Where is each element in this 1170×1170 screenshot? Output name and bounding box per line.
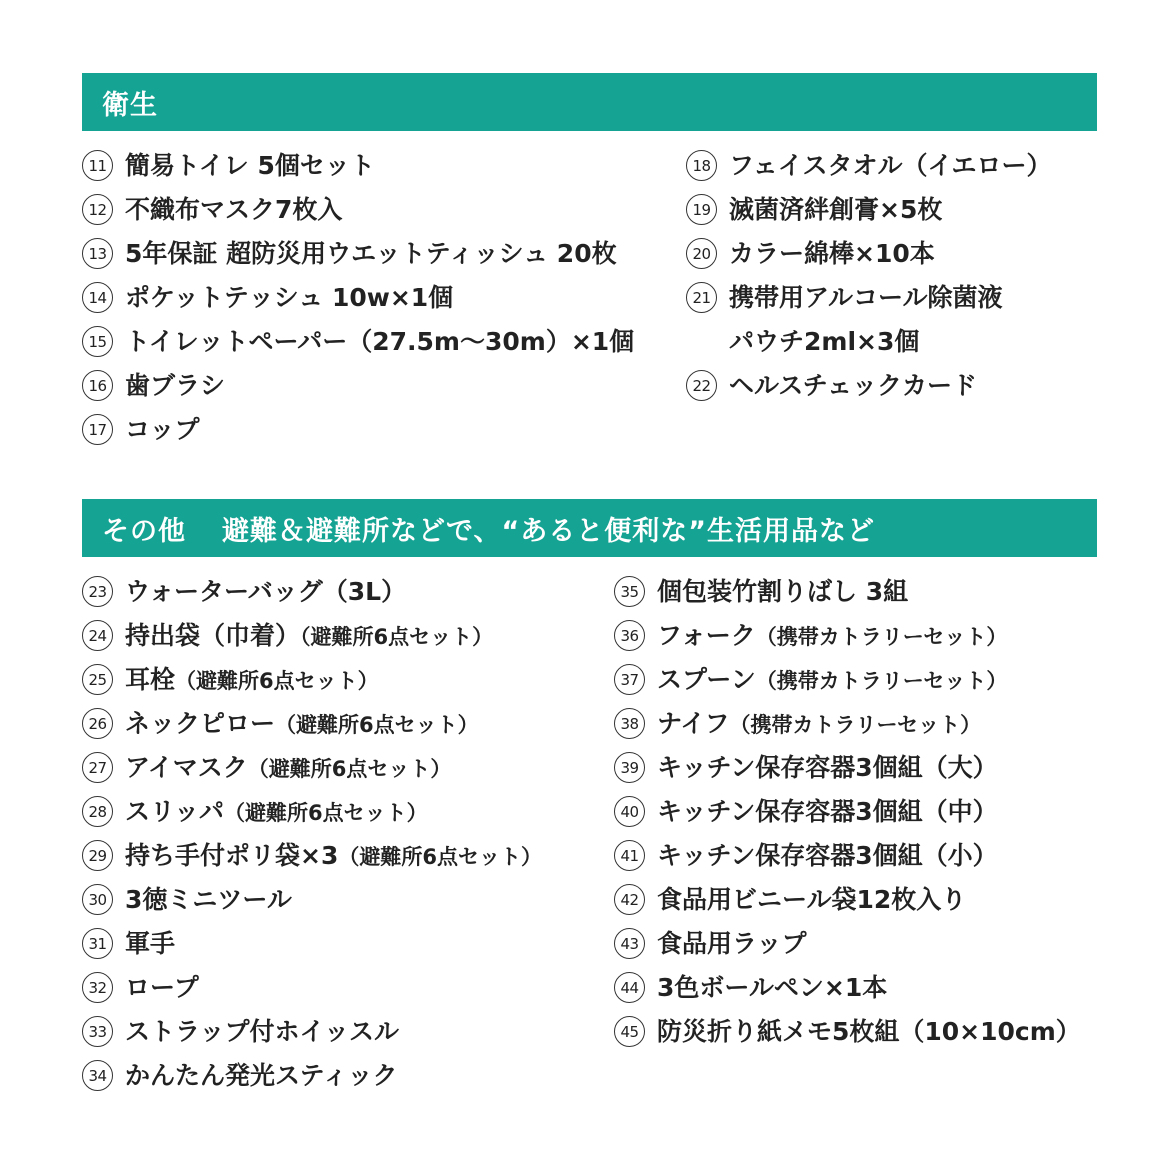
item-label: ナイフ [657, 709, 730, 738]
list-item [82, 926, 542, 970]
item-number-badge: 19 [686, 194, 717, 225]
item-text [125, 926, 175, 962]
item-number-badge: 12 [82, 194, 113, 225]
list-item [686, 280, 1052, 324]
item-text [657, 706, 981, 743]
list-item [614, 838, 1081, 882]
item-text [657, 882, 966, 918]
item-label: 耳栓 [125, 665, 176, 694]
list-item [686, 236, 1052, 280]
item-text [125, 148, 375, 184]
item-note: （避難所6点セット） [275, 713, 479, 737]
item-note: （携帯カトラリーセット） [729, 713, 982, 737]
list-item [614, 662, 1081, 706]
item-label: かんたん発光スティック [125, 1061, 398, 1090]
item-number-badge: 23 [82, 576, 113, 607]
list-item [614, 926, 1081, 970]
item-number-badge: 14 [82, 282, 113, 313]
item-text [657, 662, 1007, 699]
item-note: （携帯カトラリーセット） [755, 669, 1008, 693]
item-note: （避難所6点セット） [175, 669, 379, 693]
item-text [125, 574, 406, 610]
item-text [125, 706, 479, 743]
item-label: キッチン保存容器3個組（中） [657, 797, 998, 826]
item-label: ウォーターバッグ（3L） [125, 577, 407, 606]
item-label: 不織布マスク7枚入 [125, 195, 343, 224]
item-label: 簡易トイレ 5個セット [125, 151, 375, 180]
item-number-badge: 18 [686, 150, 717, 181]
item-label: 持出袋（巾着） [125, 621, 301, 650]
list-item [82, 882, 542, 926]
list-item [82, 970, 542, 1014]
list-item [82, 574, 542, 618]
item-number-badge: 31 [82, 928, 113, 959]
item-number-badge: 43 [614, 928, 645, 959]
item-label: 3徳ミニツール [125, 885, 292, 914]
item-number-badge: 33 [82, 1016, 113, 1047]
item-text [125, 368, 225, 404]
item-list-hygiene-left [82, 148, 634, 456]
list-item [82, 706, 542, 750]
item-number-badge: 30 [82, 884, 113, 915]
item-label: ヘルスチェックカード [729, 371, 978, 400]
item-note: （携帯カトラリーセット） [755, 625, 1008, 649]
list-item [614, 794, 1081, 838]
item-text [125, 882, 292, 918]
item-text [125, 794, 428, 831]
item-text [657, 970, 887, 1006]
item-label: カラー綿棒×10本 [729, 239, 935, 268]
item-label: アイマスク [125, 753, 248, 782]
item-number-badge: 27 [82, 752, 113, 783]
item-text [657, 618, 1007, 655]
list-item [614, 882, 1081, 926]
list-item [82, 236, 634, 280]
item-number-badge: 32 [82, 972, 113, 1003]
list-item [686, 368, 1052, 412]
item-number-badge: 38 [614, 708, 645, 739]
item-label: スリッパ [125, 797, 225, 826]
list-item [614, 574, 1081, 618]
list-item [82, 1014, 542, 1058]
section-header-hygiene [82, 73, 1097, 131]
item-number-badge: 11 [82, 150, 113, 181]
list-item [82, 1058, 542, 1102]
item-text [125, 970, 199, 1006]
item-label: 食品用ラップ [657, 929, 807, 958]
item-number-badge: 34 [82, 1060, 113, 1091]
list-item [614, 750, 1081, 794]
item-text [125, 1058, 398, 1094]
item-text [125, 192, 342, 228]
item-text [125, 618, 493, 655]
list-item [82, 324, 634, 368]
item-text [657, 926, 807, 962]
item-text [125, 324, 634, 360]
section-header-other [82, 499, 1097, 557]
item-label: キッチン保存容器3個組（小） [657, 841, 998, 870]
item-label: スプーン [657, 665, 756, 694]
item-number-badge: 21 [686, 282, 717, 313]
item-number-badge: 25 [82, 664, 113, 695]
item-label: フェイスタオル（イエロー） [729, 151, 1052, 180]
list-item [82, 280, 634, 324]
item-number-badge: 40 [614, 796, 645, 827]
list-item [614, 618, 1081, 662]
list-item [82, 618, 542, 662]
item-list-other-right [614, 574, 1081, 1058]
item-text [657, 794, 998, 830]
item-label: 歯ブラシ [125, 371, 226, 400]
item-label: ポケットテッシュ 10w×1個 [125, 283, 454, 312]
item-label: ストラップ付ホイッスル [125, 1017, 400, 1046]
item-label: 防災折り紙メモ5枚組（10×10cm） [657, 1017, 1081, 1046]
item-label: 3色ボールペン×1本 [657, 973, 888, 1002]
item-number-badge: 20 [686, 238, 717, 269]
item-text [125, 412, 200, 448]
item-number-badge: 29 [82, 840, 113, 871]
item-text [729, 368, 977, 404]
item-number-badge: 36 [614, 620, 645, 651]
item-number-badge: 16 [82, 370, 113, 401]
list-item [82, 750, 542, 794]
item-label: 携帯用アルコール除菌液 [729, 283, 1003, 312]
section-title: 衛生 [102, 89, 158, 121]
list-item [82, 662, 542, 706]
section-title: その他 [102, 515, 186, 547]
item-label: 持ち手付ポリ袋×3 [125, 841, 339, 870]
item-label: ロープ [125, 973, 199, 1002]
item-list-hygiene-right [686, 148, 1052, 412]
item-note: （避難所6点セット） [300, 625, 494, 649]
item-label: ネックピロー [125, 709, 276, 738]
item-label: 個包装竹割りばし 3組 [657, 577, 909, 606]
item-number-badge: 15 [82, 326, 113, 357]
item-number-badge: 41 [614, 840, 645, 871]
item-text [729, 280, 1003, 316]
item-label: 5年保証 超防災用ウエットティッシュ 20枚 [125, 239, 617, 268]
item-text [729, 192, 942, 228]
item-text [125, 236, 617, 272]
item-number-badge: 26 [82, 708, 113, 739]
list-item [614, 1014, 1081, 1058]
list-item [614, 970, 1081, 1014]
item-number-badge: 45 [614, 1016, 645, 1047]
item-number-badge: 39 [614, 752, 645, 783]
item-text [657, 574, 908, 610]
item-label: 食品用ビニール袋12枚入り [657, 885, 967, 914]
item-note: （避難所6点セット） [224, 801, 428, 825]
item-text [657, 1014, 1081, 1050]
item-number-badge: 35 [614, 576, 645, 607]
item-label: キッチン保存容器3個組（大） [657, 753, 998, 782]
item-list-other-left [82, 574, 542, 1102]
item-number-badge: 13 [82, 238, 113, 269]
item-label: フォーク [657, 621, 756, 650]
item-label-continued: パウチ2ml×3個 [729, 327, 920, 356]
list-item [686, 148, 1052, 192]
item-note: （避難所6点セット） [247, 757, 452, 781]
list-item [686, 192, 1052, 236]
section-subtitle: 避難＆避難所などで、“あると便利な”生活用品など [222, 515, 875, 547]
item-text [657, 750, 998, 786]
item-number-badge: 17 [82, 414, 113, 445]
list-item [82, 368, 634, 412]
item-text [125, 280, 453, 316]
list-item [82, 412, 634, 456]
list-item [82, 192, 634, 236]
list-item [82, 148, 634, 192]
item-text [125, 750, 451, 787]
item-text [125, 1014, 399, 1050]
item-number-badge: 24 [82, 620, 113, 651]
item-label: コップ [125, 415, 200, 444]
item-text [125, 838, 542, 875]
item-number-badge: 42 [614, 884, 645, 915]
list-item [614, 706, 1081, 750]
item-text [657, 838, 998, 874]
list-item [82, 794, 542, 838]
item-number-badge: 37 [614, 664, 645, 695]
item-label: 滅菌済絆創膏×5枚 [729, 195, 943, 224]
item-label: 軍手 [125, 929, 176, 958]
item-number-badge: 28 [82, 796, 113, 827]
item-text [125, 662, 379, 699]
item-text [729, 236, 935, 272]
list-item [82, 838, 542, 882]
item-note: （避難所6点セット） [338, 845, 542, 869]
item-text [729, 148, 1052, 184]
item-number-badge: 22 [686, 370, 717, 401]
item-label: トイレットペーパー（27.5m〜30m）×1個 [125, 327, 635, 356]
item-number-badge: 44 [614, 972, 645, 1003]
list-item-continuation [686, 324, 1052, 368]
